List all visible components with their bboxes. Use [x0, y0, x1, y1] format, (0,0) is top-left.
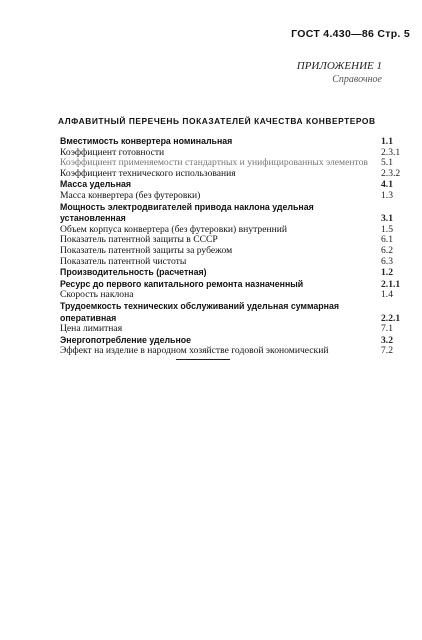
index-item-number: 3.1 [381, 213, 393, 225]
index-item-number: 6.2 [381, 244, 393, 256]
bottom-rule [176, 359, 230, 360]
index-item-number: 1.1 [381, 136, 393, 147]
index-item-number: 6.1 [381, 234, 393, 246]
index-item-number: 7.2 [381, 345, 393, 357]
index-row [60, 169, 405, 180]
index-item-name: Трудоемкость технических обслуживаний удельная суммарная оперативная [60, 300, 339, 323]
index-item-name: Показатель патентной защиты в СССР [60, 234, 218, 246]
index-item-number: 7.1 [381, 323, 393, 335]
index-item-name: Коэффициент применяемости стандартных и унифицированных элементов [60, 157, 368, 169]
index-row [60, 191, 405, 202]
index-item-number: 4.1 [381, 179, 393, 191]
index-item-number: 3.2 [381, 334, 393, 346]
index-item-name: Показатель патентной защиты за рубежом [60, 244, 233, 256]
index-item-number: 2.3.1 [381, 146, 401, 158]
index-row [60, 290, 405, 301]
index-row [60, 346, 405, 357]
index-item-name: Коэффициент технического использования [60, 167, 236, 179]
index-item-name: Масса конвертера (без футеровки) [60, 189, 201, 201]
index-item-name: Объем корпуса конвертера (без футеровки) внутренний [60, 223, 288, 235]
index-item-name: Производительность (расчетная) [60, 267, 207, 278]
index-row [60, 257, 405, 268]
page-header: ГОСТ 4.430—86 Стр. 5 [291, 28, 410, 40]
index-item-number: 1.3 [381, 189, 393, 201]
index-row [60, 267, 405, 279]
document-title: АЛФАВИТНЫЙ ПЕРЕЧЕНЬ ПОКАЗАТЕЛЕЙ КАЧЕСТВА КОНВЕРТЕРОВ [58, 116, 376, 126]
index-item-number: 1.2 [381, 267, 393, 279]
index-item-name: Скорость наклона [60, 289, 134, 301]
index-item-name: Мощность электродвигателей привода наклона удельная установленная [60, 201, 314, 224]
index-item-name: Показатель патентной чистоты [60, 255, 187, 267]
index-item-number: 2.3.2 [381, 167, 401, 179]
index-item-name: Ресурс до первого капитального ремонта назначенный [60, 278, 304, 289]
index-item-name: Коэффициент готовности [60, 146, 165, 158]
index-row [60, 202, 405, 225]
index-item-number: 5.1 [381, 157, 393, 169]
index-row [60, 301, 405, 324]
appendix-subtitle: Справочное [332, 74, 382, 85]
index-item-name: Вместимость конвертера номинальная [60, 136, 233, 146]
appendix-title: ПРИЛОЖЕНИЕ 1 [296, 60, 382, 72]
index-item-name: Масса удельная [60, 179, 132, 190]
index-row [60, 324, 405, 335]
index-item-number: 1.4 [381, 289, 393, 301]
index-item-number: 2.1.1 [381, 278, 401, 290]
appendix-label [297, 60, 382, 86]
index-list [60, 136, 405, 357]
index-item-number: 6.3 [381, 255, 393, 267]
index-item-number: 1.5 [381, 223, 393, 235]
index-item-name: Цена лимитная [60, 323, 123, 335]
index-item-name: Эффект на изделие в народном хозяйстве годовой экономический [60, 345, 329, 357]
index-item-number: 2.2.1 [381, 312, 401, 324]
index-item-name: Энергопотребление удельное [60, 334, 192, 345]
